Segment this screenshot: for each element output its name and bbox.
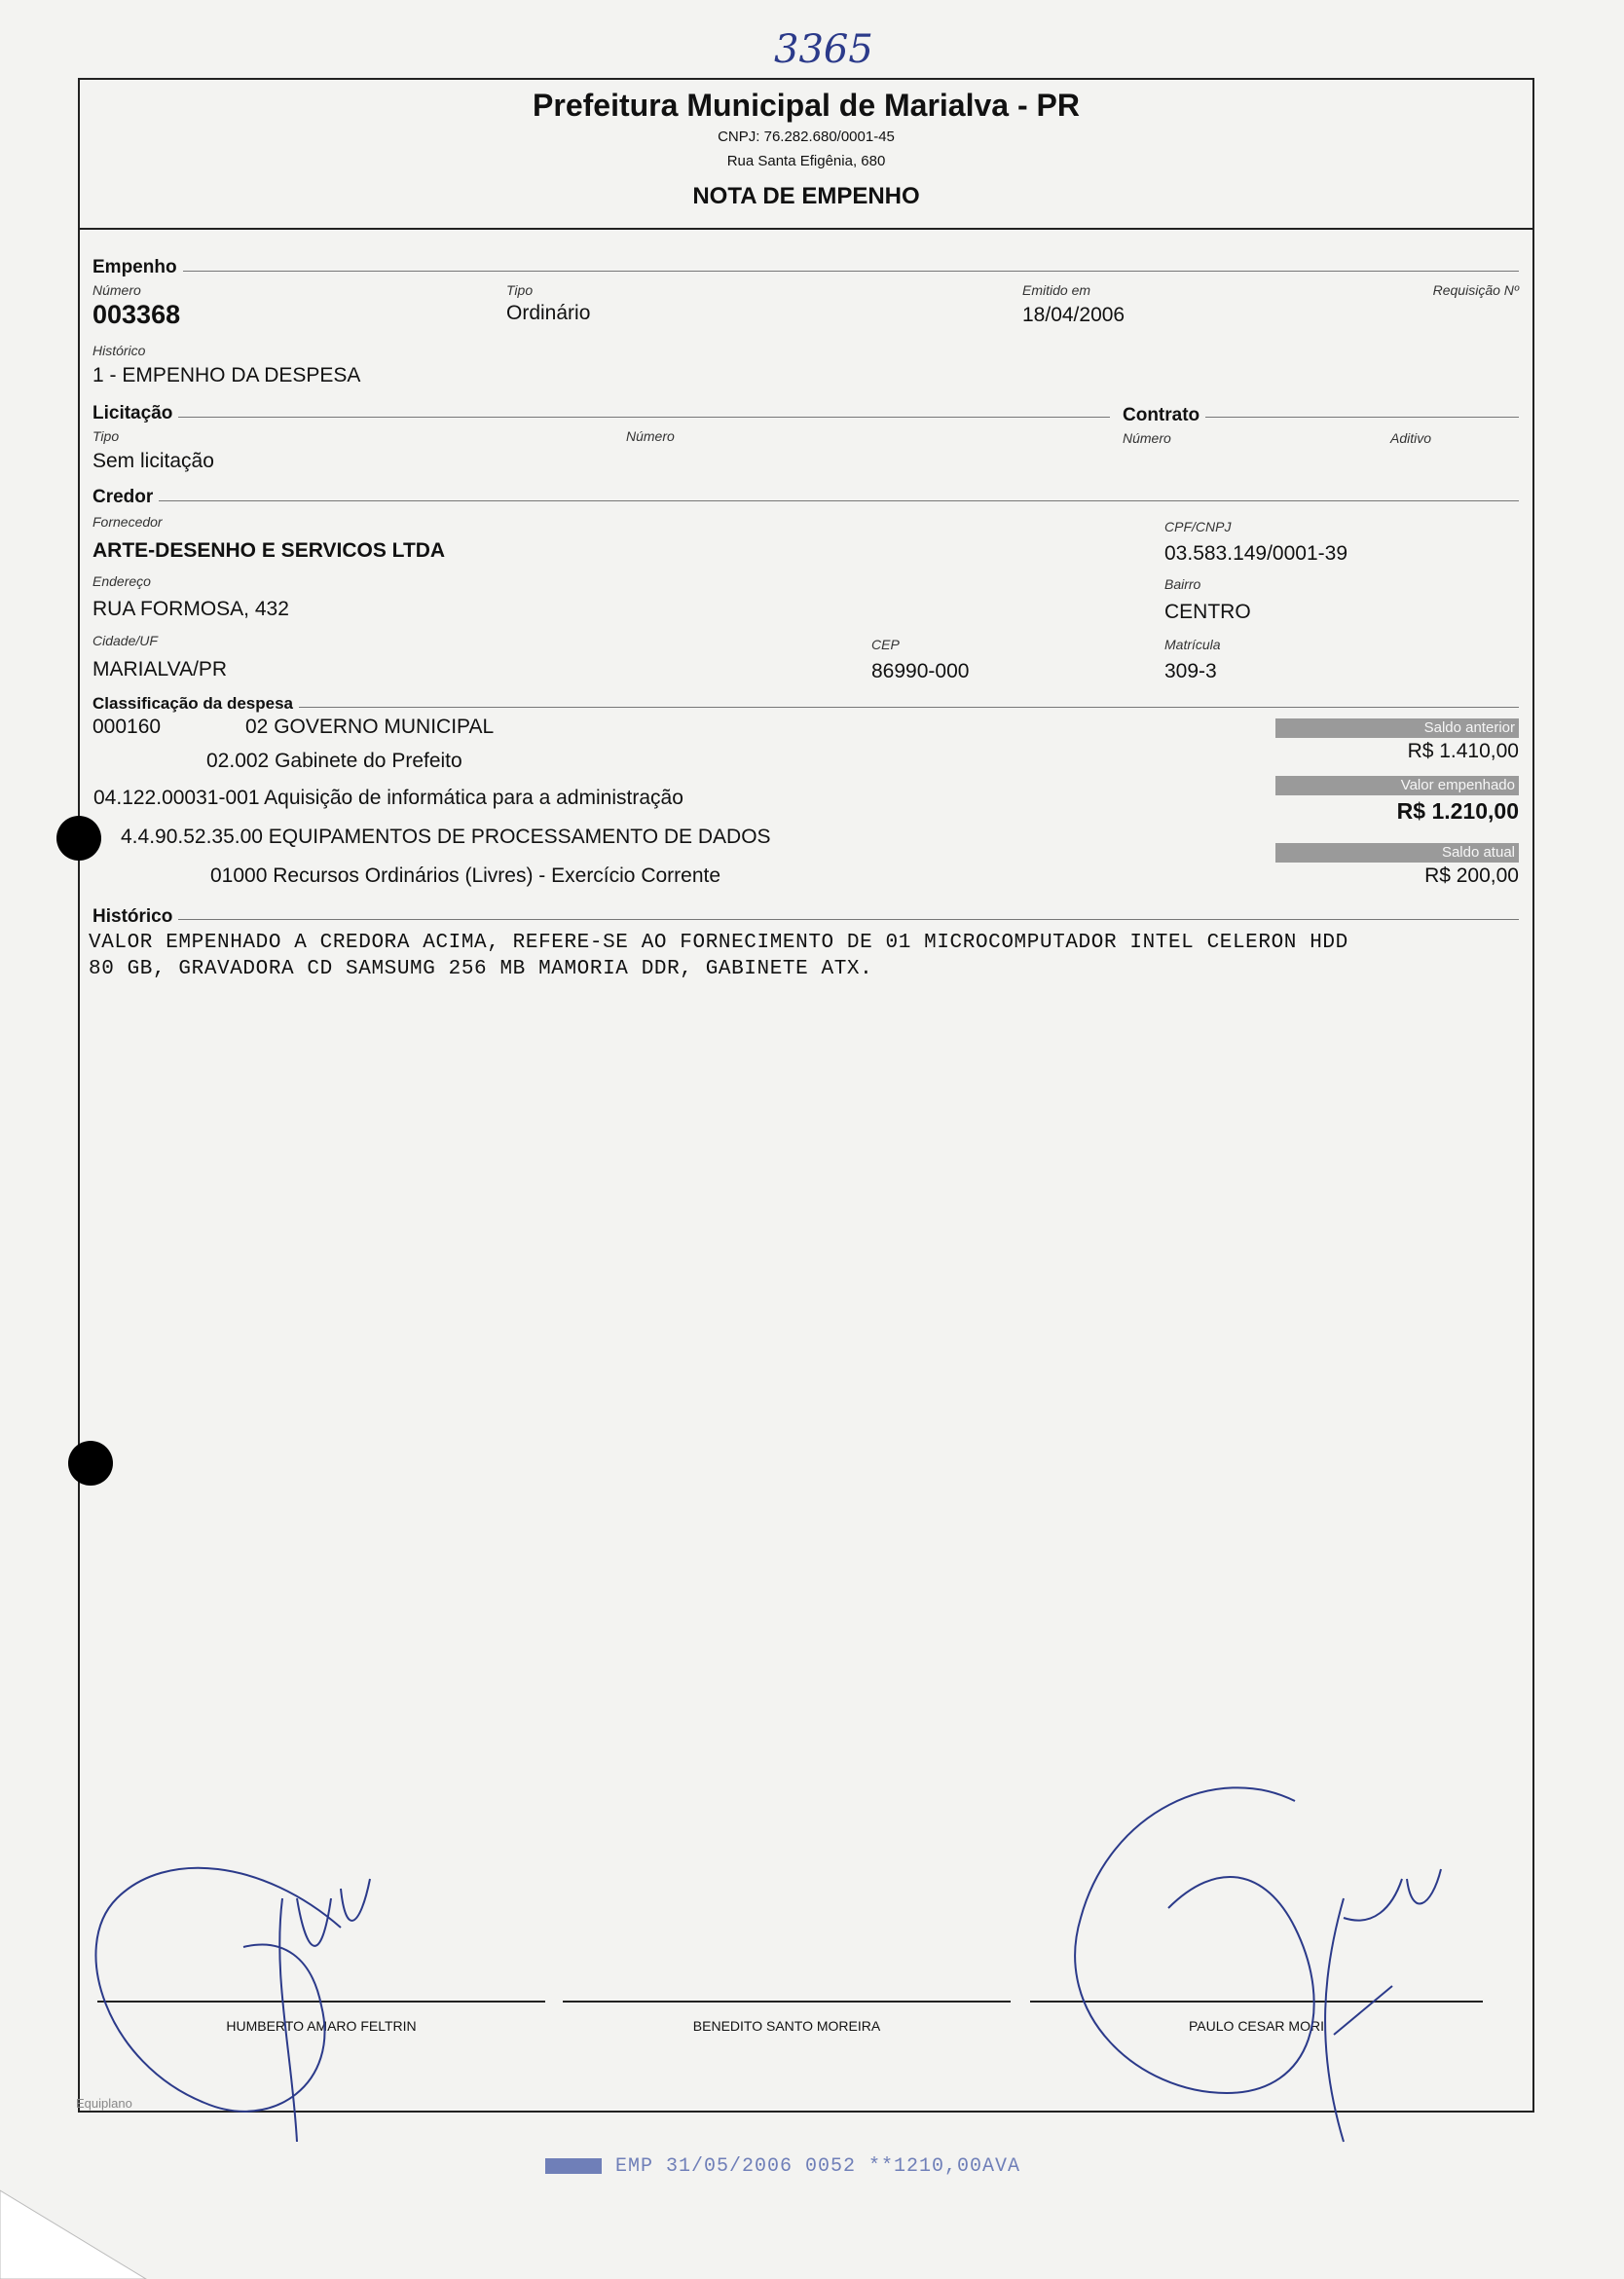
processing-stamp — [545, 2155, 1020, 2178]
empenho-historico: 1 - EMPENHO DA DESPESA — [92, 364, 361, 386]
fornecedor-label: Fornecedor — [92, 514, 163, 530]
licitacao-section-title: Licitação — [92, 403, 178, 424]
valor-empenhado-value: R$ 1.210,00 — [1396, 798, 1519, 824]
saldo-anterior-label: Saldo anterior — [1275, 718, 1519, 738]
historico-section-title: Histórico — [92, 906, 178, 928]
stamp-text: EMP 31/05/2006 0052 **1210,00AVA — [615, 2155, 1021, 2178]
classificacao-line2: 02.002 Gabinete do Prefeito — [206, 750, 462, 772]
header-divider — [78, 228, 1534, 230]
classificacao-line5: 01000 Recursos Ordinários (Livres) - Exercício Corrente — [210, 864, 721, 887]
saldo-anterior-value: R$ 1.410,00 — [1407, 740, 1519, 762]
signature-name-2: BENEDITO SANTO MOREIRA — [692, 2018, 881, 2034]
historico-rule — [92, 919, 1519, 920]
classificacao-line1: 02 GOVERNO MUNICIPAL — [245, 716, 495, 738]
classificacao-section-title: Classificação da despesa — [92, 694, 299, 714]
cep-label: CEP — [871, 637, 900, 652]
equiplano-brand: Equiplano — [76, 2096, 132, 2111]
empenho-numero: 003368 — [92, 300, 181, 329]
licitacao-tipo-label: Tipo — [92, 428, 120, 444]
classificacao-line4: 4.4.90.52.35.00 EQUIPAMENTOS DE PROCESSAMENTO DE DADOS — [121, 826, 771, 848]
classificacao-rule — [92, 707, 1519, 708]
licitacao-rule — [92, 417, 1110, 418]
empenho-tipo: Ordinário — [506, 302, 591, 324]
requisicao-label: Requisição Nº — [1432, 282, 1519, 298]
contrato-section-title: Contrato — [1123, 405, 1205, 426]
saldo-atual-label: Saldo atual — [1275, 843, 1519, 863]
signature-line-2 — [563, 2001, 1011, 2003]
empenho-historico-label: Histórico — [92, 343, 146, 358]
historico-line-2: 80 GB, GRAVADORA CD SAMSUMG 256 MB MAMORIA DDR, GABINETE ATX. — [89, 958, 873, 980]
valor-empenhado-label: Valor empenhado — [1275, 776, 1519, 795]
classificacao-code: 000160 — [92, 716, 162, 738]
licitacao-tipo: Sem licitação — [92, 450, 214, 472]
folded-corner — [0, 2151, 156, 2279]
cpf-label: CPF/CNPJ — [1164, 519, 1232, 534]
classificacao-line3: 04.122.00031-001 Aquisição de informática para a administração — [93, 787, 683, 809]
header-cnpj: CNPJ: 76.282.680/0001-45 — [718, 129, 895, 145]
historico-line-1: VALOR EMPENHADO A CREDORA ACIMA, REFERE-SE AO FORNECIMENTO DE 01 MICROCOMPUTADOR INTEL CELERON HDD — [89, 932, 1348, 954]
endereco-label: Endereço — [92, 573, 151, 589]
cpf-value: 03.583.149/0001-39 — [1164, 542, 1348, 565]
signature-name-1: HUMBERTO AMARO FELTRIN — [226, 2018, 417, 2034]
credor-section-title: Credor — [92, 487, 159, 508]
stamp-logo-icon — [545, 2158, 602, 2174]
matricula-value: 309-3 — [1164, 660, 1217, 682]
contrato-numero-label: Número — [1123, 430, 1171, 446]
licitacao-numero-label: Número — [626, 428, 675, 444]
bairro-label: Bairro — [1164, 576, 1201, 592]
saldo-atual-value: R$ 200,00 — [1424, 864, 1519, 887]
cidade-label: Cidade/UF — [92, 633, 158, 648]
credor-rule — [92, 500, 1519, 501]
document-type: NOTA DE EMPENHO — [692, 183, 920, 209]
signature-name-3: PAULO CESAR MORI — [1189, 2018, 1324, 2034]
empenho-rule — [92, 271, 1519, 272]
cep-value: 86990-000 — [871, 660, 970, 682]
emitido-label: Emitido em — [1022, 282, 1091, 298]
empenho-numero-label: Número — [92, 282, 141, 298]
bairro-value: CENTRO — [1164, 601, 1251, 623]
matricula-label: Matrícula — [1164, 637, 1221, 652]
page-title: Prefeitura Municipal de Marialva - PR — [533, 88, 1080, 123]
handwritten-number: 3365 — [774, 27, 873, 72]
contrato-aditivo-label: Aditivo — [1390, 430, 1432, 446]
endereco-value: RUA FORMOSA, 432 — [92, 598, 289, 620]
header-address: Rua Santa Efigênia, 680 — [726, 153, 886, 169]
empenho-section-title: Empenho — [92, 257, 183, 278]
emitido-date: 18/04/2006 — [1022, 304, 1126, 326]
cidade-value: MARIALVA/PR — [92, 658, 228, 680]
handwritten-signature-right — [1022, 1772, 1490, 2161]
empenho-tipo-label: Tipo — [506, 282, 534, 298]
punch-hole-top — [56, 816, 101, 861]
punch-hole-bottom — [68, 1441, 113, 1486]
fornecedor-name: ARTE-DESENHO E SERVICOS LTDA — [92, 539, 446, 562]
